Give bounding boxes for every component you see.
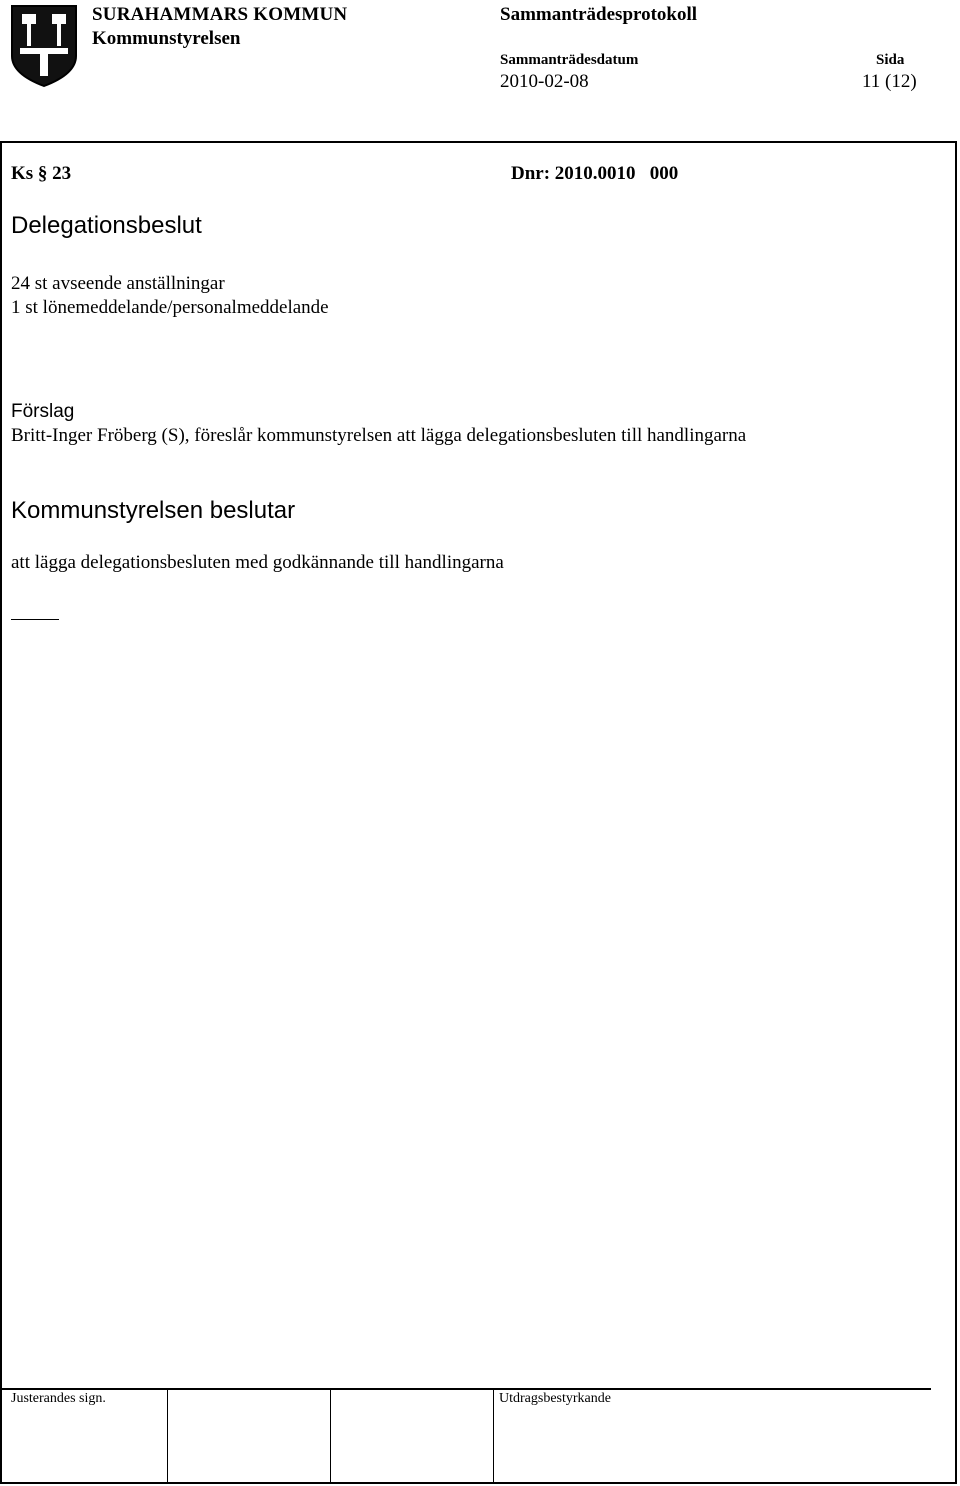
meeting-date-label: Sammanträdesdatum (500, 52, 639, 68)
page-number: 11 (12) (862, 71, 917, 92)
signature-cell-divider (493, 1388, 494, 1484)
page-label: Sida (876, 52, 905, 68)
signature-label: Justerandes sign. (11, 1391, 106, 1406)
decision-heading: Kommunstyrelsen beslutar (11, 497, 296, 524)
organization-unit: Kommunstyrelsen (92, 28, 241, 49)
signature-cell-divider (330, 1388, 331, 1484)
list-item: 24 st avseende anställningar (11, 273, 225, 294)
footer-divider (0, 1388, 931, 1390)
decision-text: att lägga delegationsbesluten med godkännande till handlingarna (11, 552, 504, 573)
proposal-text: Britt-Inger Fröberg (S), föreslår kommunstyrelsen att lägga delegationsbesluten till handlingarna (11, 425, 747, 446)
section-reference: Ks § 23 (11, 163, 72, 184)
list-item: 1 st lönemeddelande/personalmeddelande (11, 297, 329, 318)
case-number: Dnr: 2010.0010 000 (511, 163, 679, 184)
signature-cell-divider (167, 1388, 168, 1484)
document-type: Sammanträdesprotokoll (500, 4, 698, 25)
organization-name: SURAHAMMARS KOMMUN (92, 4, 348, 25)
meeting-date-value: 2010-02-08 (500, 71, 589, 92)
end-divider (11, 619, 59, 620)
extract-certification-label: Utdragsbestyrkande (499, 1391, 611, 1406)
content-frame (0, 141, 957, 1484)
coat-of-arms-icon (10, 4, 78, 88)
case-title: Delegationsbeslut (11, 212, 202, 239)
proposal-heading: Förslag (11, 401, 75, 422)
